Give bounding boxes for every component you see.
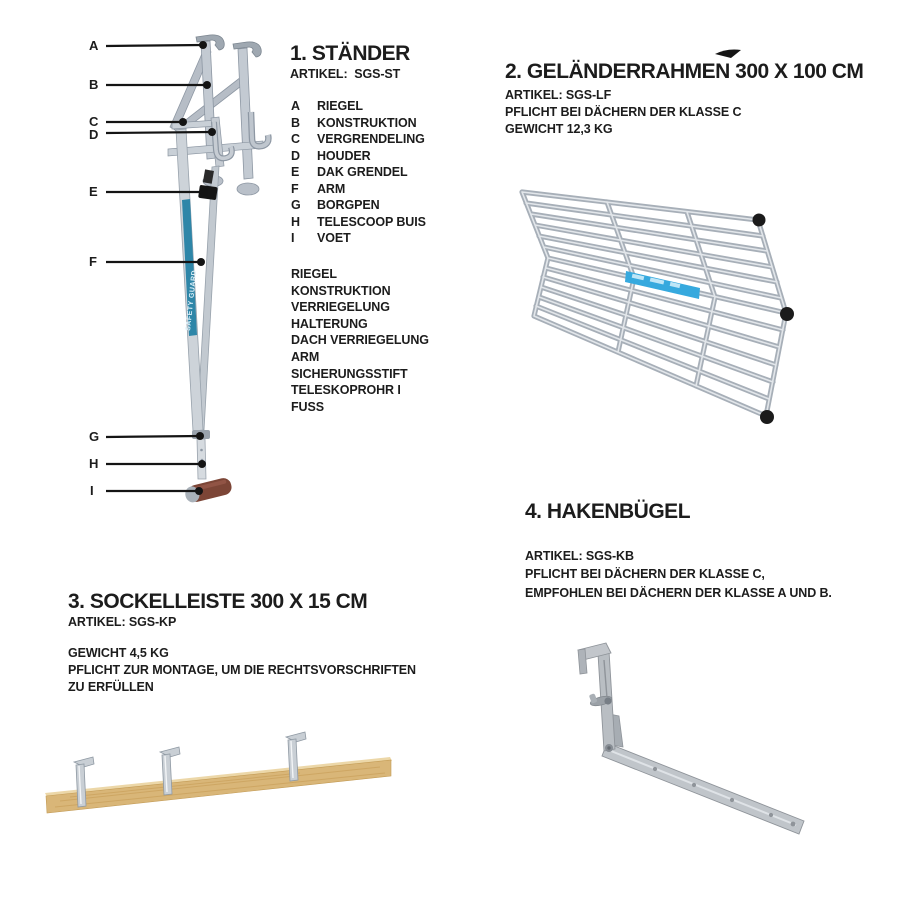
callout-e: E [89, 184, 98, 199]
staender-illustration [85, 25, 285, 515]
callout-h: H [89, 456, 99, 471]
part-row: D HOUDER [291, 148, 371, 163]
translation-row: SICHERUNGSSTIFT [291, 366, 408, 381]
translation-row: KONSTRUKTION [291, 283, 391, 298]
part-row: G BORGPEN [291, 198, 380, 212]
staender-parts-list [291, 98, 426, 247]
staender-translation-list [291, 266, 429, 415]
callout-g: G [89, 429, 100, 444]
translation-row: TELESKOPROHR I [291, 383, 401, 398]
callout-c: C [89, 114, 99, 129]
stand-main-tube [176, 129, 219, 479]
gelaenderrahmen-title: 2. GELÄNDERRAHMEN 300 X 100 CM [505, 60, 864, 83]
roof-hook [578, 643, 804, 834]
part-row: B KONSTRUKTION [291, 115, 417, 130]
staender-title: 1. STÄNDER [290, 42, 410, 65]
hakenbuegel-title: 4. HAKENBÜGEL [525, 500, 691, 523]
part-row: I VOET [291, 231, 351, 245]
callout-a: A [89, 38, 99, 53]
sockelleiste-artikel: ARTIKEL: SGS-KP [68, 615, 177, 629]
sticker-text: SAFETY GUARD [185, 269, 199, 332]
part-row: E DAK GRENDEL [291, 165, 408, 179]
translation-row: DACH VERRIEGELUNG [291, 333, 429, 348]
part-row: F ARM [291, 181, 346, 196]
hakenbuegel-notes: PFLICHT BEI DÄCHERN DER KLASSE C, EMPFOHLEN BEI DÄCHERN DER KLASSE A UND B. [525, 567, 832, 600]
callout-f: F [89, 254, 97, 269]
translation-row: ARM [291, 349, 320, 364]
callout-b: B [89, 77, 99, 92]
wood-board [45, 757, 392, 813]
translation-row: VERRIEGELUNG [291, 300, 390, 315]
gelaenderrahmen-artikel: ARTIKEL: SGS-LF [505, 88, 612, 102]
callout-i: I [90, 483, 94, 498]
part-row: H TELESCOOP BUIS [291, 214, 426, 229]
part-row: A RIEGEL [291, 99, 363, 113]
sockelleiste-title: 3. SOCKELLEISTE 300 X 15 CM [68, 590, 368, 613]
sockelleiste-illustration [30, 725, 440, 835]
translation-row: HALTERUNG [291, 316, 368, 331]
sockelleiste-notes: GEWICHT 4,5 KG PFLICHT ZUR MONTAGE, UM DIE RECHTSVORSCHRIFTEN ZU ERFÜLLEN [68, 646, 416, 694]
hakenbuegel-illustration [545, 632, 875, 867]
staender-artikel: ARTIKEL: SGS-ST [290, 67, 401, 81]
part-row: C VERGRENDELING [291, 132, 425, 146]
translation-row: RIEGEL [291, 267, 337, 281]
hakenbuegel-artikel: ARTIKEL: SGS-KB [525, 549, 634, 563]
gelaenderrahmen-notes: PFLICHT BEI DÄCHERN DER KLASSE C GEWICHT 12,3 KG [505, 105, 742, 136]
gelaenderrahmen-illustration [505, 180, 885, 432]
callout-d: D [89, 127, 99, 142]
translation-row: FUSS [291, 399, 324, 414]
